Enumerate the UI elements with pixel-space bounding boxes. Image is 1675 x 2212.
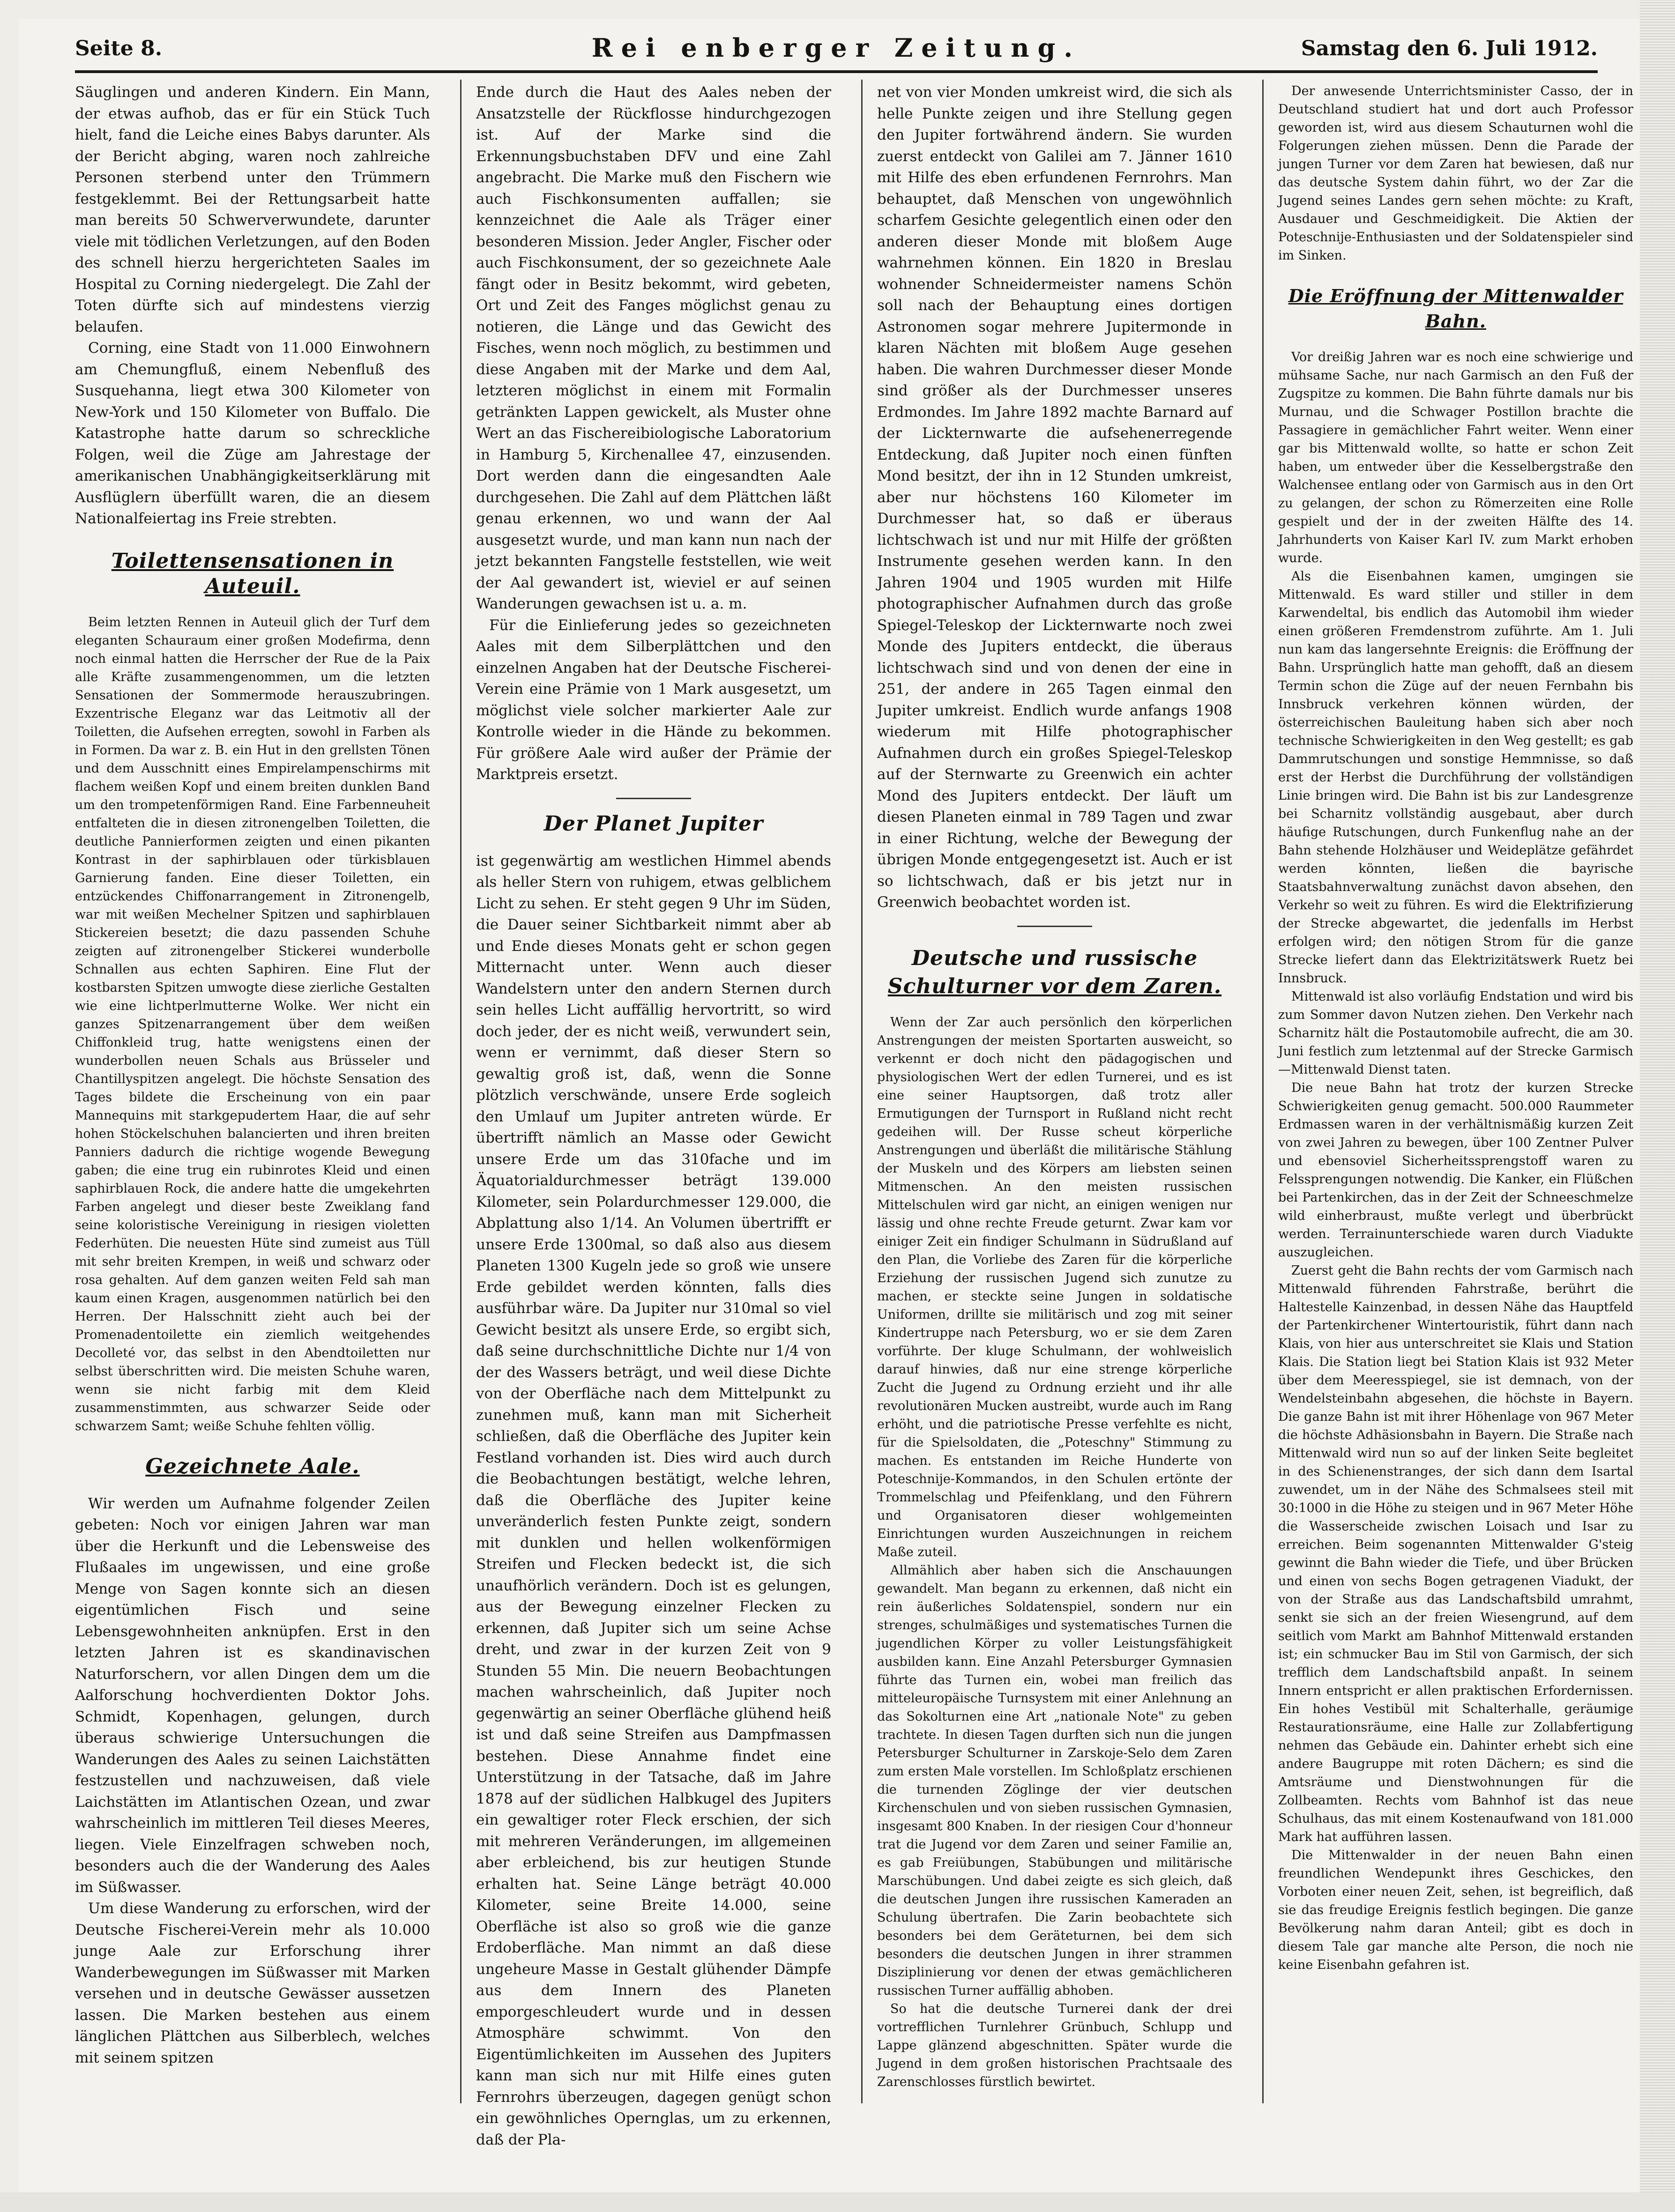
article-heading: Gezeichnete Aale. [145, 1454, 360, 1478]
article-text: Die Mittenwalder in der neuen Bahn einen freundlichen Wendepunkt ihres Geschickes, den Vorboten einer neuen Zeit, sehen, ist begreiflich, daß sie das freudige Ereignis festlich begingen. Die ganze Bevölkerung nahm daran Anteil; gibt es doch in diesem Tale gar manche alte Person, die noch nie keine Eisenbahn gefahren ist. [1278, 1848, 1633, 1972]
article-text: Mittenwald ist also vorläufig Endstation und wird bis zum Sommer davon Nutzen ziehen. Den Verkehr nach Scharnitz hält die Postautomobile aufrecht, die am 30. Juni festlich zum letztenmal auf der Strecke Garmisch—Mittenwald Dienst taten. [1278, 989, 1633, 1077]
section-separator [616, 798, 691, 799]
article-text: Zuerst geht die Bahn rechts der vom Garmisch nach Mittenwald führenden Fahrstraße, berührt die Haltestelle Kainzenbad, in dessen Nähe das Hauptfeld der Partenkirchener Wintertouristik, führt dann nach Klais, von hier aus unterschreitet sie Klais und Station Klais. Die Station liegt bei Station Klais ist 932 Meter über dem Meeresspiegel, sie ist demnach, von der Wendelsteinbahn abgesehen, die höchste in Bayern. Die ganze Bahn ist mit ihrer Höhenlage von 967 Meter die höchste Adhäsionsbahn in Bayern. Die Straße nach Mittenwald wird nun so auf der linken Seite begleitet in des Schienenstranges, der sich dann dem Isartal zuwendet, um in der Nähe des Schmalsees steil mit 30:1000 in die Höhe zu steigen und in 967 Meter Höhe die Wasserscheide zwischen Loisach und Isar zu erreichen. Beim sogenannten Mittenwalder G'steig gewinnt die Bahn wieder die Tiefe, und über Brücken und einen von sechs Bogen getragenen Viadukt, der von der Straße aus das Landschaftsbild umrahmt, senkt sie sich an der freien Wiesengrund, auf dem seitlich vom Markt am Bahnhof Mittenwald erstanden ist; ein schmucker Bau im Stil von Garmisch, der sich trefflich dem Landschaftsbild anpaßt. In seinem Innern entspricht er allen praktischen Erfordernissen. Ein hohes Vestibül mit Schalterhalle, geräumige Restaurationsräume, eine Halle zur Zollabfertigung nehmen das Gebäude ein. Dahinter erhebt sich eine andere Baugruppe mit roten Dächern; es sind die Amtsräume und Dienstwohnungen für die Zollbeamten. Rechts vom Bahnhof ist das neue Schulhaus, das mit einem Kostenaufwand von 181.000 Mark hat aufführen lassen. [1278, 1263, 1633, 1844]
issue-date: Samstag den 6. Juli 1912. [1301, 37, 1598, 60]
article-heading: Der Planet Jupiter [543, 811, 764, 836]
article-text: Als die Eisenbahnen kamen, umgingen sie Mittenwald. Es ward stiller und stiller in dem Karwendeltal, bis endlich das Automobil ihm wieder einen größeren Fremdenstrom zuführte. Am 1. Juli nun kam das langersehnte Ereignis: die Eröffnung der Bahn. Ursprünglich hatte man gehofft, daß an diesem Termin schon die Züge auf der neuen Fernbahn bis Innsbruck verkehren können würden, der österreichischen Bauleitung haben sich aber noch technische Schwierigkeiten in den Weg gestellt; es gab Dammrutschungen und sonstige Hemmnisse, so daß erst der Herbst die Durchführung der vollständigen Linie bringen wird. Die Bahn ist bis zur Landesgrenze bei Scharnitz vollständig ausgebaut, aber durch häufige Rutschungen, durch Funkenflug nahe an der Bahn stehende Holzhäuser und Weideplätze gefährdet werden könnten, ließen die bayrische Staatsbahnverwaltung zunächst davon absehen, den Verkehr so weit zu führen. Es wird die Elektrifizierung der Strecke abgewartet, die jedenfalls im Herbst erfolgen wird; den nötigen Strom für die ganze Strecke liefert dann das Elektrizitätswerk Ruetz bei Innsbruck. [1278, 569, 1633, 986]
article-heading: Schulturner vor dem Zaren. [887, 974, 1222, 998]
column-1 [75, 82, 430, 2096]
article-text: Für die Einlieferung jedes so gezeichneten Aales mit dem Silberplättchen und den einzelnen Angaben hat der Deutsche Fischerei-Verein eine Prämie von 1 Mark ausgesetzt, um möglichst viele solcher markierter Aale zur Kontrolle wieder in die Hände zu bekommen. Für größere Aale wird außer der Prämie der Marktpreis ersetzt. [476, 616, 831, 783]
page-number: Seite 8. [75, 37, 163, 60]
column-3 [877, 82, 1232, 2096]
article-heading: Deutsche und russische [911, 946, 1198, 970]
article-text: Die neue Bahn hat trotz der kurzen Strecke Schwierigkeiten genug gemacht. 500.000 Raummeter Erdmassen waren in der verhältnismäßig kurzen Zeit von zwei Jahren zu bewegen, über 100 Zentner Pulver und ebensoviel Sicherheitssprengstoff waren zu Felssprengungen notwendig. Die Kanker, ein Flüßchen bei Partenkirchen, das in der Zeit der Schneeschmelze wild einherbraust, mußte verlegt und überbrückt werden. Terrainunterschiede waren durch Viadukte auszugleichen. [1278, 1081, 1633, 1260]
article-heading: Toilettensensationen in Auteuil. [111, 549, 394, 598]
column-divider [1262, 80, 1264, 2103]
article-text: Säuglingen und anderen Kindern. Ein Mann, der etwas aufhob, das er für ein Stück Tuch hielt, fand die Leiche eines Babys darunter. Als der Bericht abging, waren noch zahlreiche Personen sterbend unter den Trümmern festgeklemmt. Bei der Rettungsarbeit hatte man bereits 50 Schwerverwundete, darunter viele mit tödlichen Verletzungen, auf den Boden des schnell hierzu hergerichteten Saales im Hospital zu Corning niedergelegt. Die Zahl der Toten dürfte sich auf mindestens vierzig belaufen. [75, 84, 430, 335]
masthead: Rei enberger Zeitung. [591, 33, 1081, 63]
article-text: Beim letzten Rennen in Auteuil glich der Turf dem eleganten Schauraum einer großen Modefirma, denn noch einmal hatten die Herrscher der Rue de la Paix alle Kräfte zusammengenommen, um die letzten Sensationen der Sommermode herauszubringen. Exzentrische Eleganz war das Leitmotiv all der Toiletten, die Aufsehen erregten, sowohl in Farben als in Formen. Da war z. B. ein Hut in den grellsten Tönen und dem Ausschnitt eines Empirelampenschirms mit flachem weißen Kopf und einem breiten dunklen Band um den trompetenförmigen Rand. Eine Farbenneuheit entfalteten die in diesen zitronengelben Toiletten, die deutliche Pannierformen zeigten und einen pikanten Kontrast in der saphirblauen oder türkisblauen Garnierung fanden. Eine dieser Toiletten, ein entzückendes Chiffonarrangement in Zitronengelb, war mit weißen Mechelner Spitzen und saphirblauen Stickereien besetzt; die dazu passenden Schuhe zeigten auf zitronengelber Stickerei wunderbolle Schnallen aus echten Saphiren. Eine Flut der kostbarsten Spitzen umwogte diese zierliche Gestalten wie eine lichtperlmutterne Wolke. Wer nicht ein ganzes Spitzenarrangement über dem weißen Chiffonkleid trug, hatte wenigstens einen der wunderbollen neuen Schals aus Brüsseler und Chantillyspitzen angelegt. Die höchste Sensation des Tages bildete die Erscheinung von ein paar Mannequins mit starkgepudertem Haar, die auf sehr hohen Stöckelschuhen balancierten und ihren breiten Panniers dadurch die richtige wogende Bewegung gaben; die eine trug ein rubinrotes Kleid und einen saphirblauen Rock, die andere hatte die umgekehrten Farben angelegt und dieser beste Zweiklang fand seine koloristische Vereinigung in riesigen violetten Federhüten. Die neuesten Hüte sind zumeist aus Tüll mit sehr breiten Krempen, in weiß und schwarz oder rosa gehalten. Auf dem ganzen weiten Feld sah man kaum einen Kragen, ausgenommen natürlich bei den Herren. Der Halsschnitt zieht auch bei der Promenadentoilette ein ziemlich weitgehendes Decolleté vor, das selbst in den Abendtoiletten nur selbst überschritten wird. Die meisten Schuhe waren, wenn sie nicht farbig mit dem Kleid zusammenstimmten, aus schwarzer Seide oder schwarzem Samt; weiße Schuhe fehlten völlig. [75, 615, 430, 1433]
article-text: Der anwesende Unterrichtsminister Casso, der in Deutschland studiert hat und dort auch Professor geworden ist, wird aus diesem Schauturnen wohl die Folgerungen ziehen müssen. Denn die Parade der jungen Turner vor dem Zaren hat bewiesen, daß nur das deutsche System dahin führt, wo der Zar die Jugend seines Landes gern sehen möchte: zu Kraft, Ausdauer und Geschmeidigkeit. Die Aktien der Poteschnije-Enthusiasten und der Soldatenspieler sind im Sinken. [1278, 84, 1633, 263]
section-separator [1017, 926, 1092, 927]
page-edge [1640, 0, 1675, 2212]
article-text: Wenn der Zar auch persönlich den körperlichen Anstrengungen der meisten Sportarten ausweicht, so verkennt er doch nicht den pädagogischen und physiologischen Wert der edlen Turnerei, und es ist eine seiner Hauptsorgen, daß trotz aller Ermutigungen der Turnsport in Rußland nicht recht gedeihen will. Der Russe scheut körperliche Anstrengungen und überläßt die militärische Stählung der Muskeln und des Körpers am liebsten seinen Mitmenschen. An den meisten russischen Mittelschulen wird gar nicht, an einigen wenigen nur lässig und ohne rechte Freude geturnt. Zwar kam vor einiger Zeit ein findiger Schulmann in Südrußland auf den Plan, die Vorliebe des Zaren für die körperliche Erziehung der russischen Jugend sich zunutze zu machen, er steckte seine Jungen in soldatische Uniformen, drillte sie militärisch und zog mit seiner Kindertruppe nach Petersburg, wo er sie dem Zaren vorführte. Der kluge Schulmann, der wohlweislich darauf hinwies, daß nur eine strenge körperliche Zucht die Jugend zu Ordnung erzieht und ihr alle revolutionären Mucken austreibt, wurde auch im Rang erhöht, und die patriotische Presse verfehlte es nicht, für die Spielsoldaten, die „Poteschny" Stimmung zu machen. Es entstanden im Reiche Hunderte von Poteschnije-Kommandos, in den Schulen ertönte der Trommelschlag und Pfeifenklang, und den Führern und Organisatoren dieser wohlgemeinten Einrichtungen wurden Auszeichnungen in reichem Maße zuteil. [877, 1015, 1232, 1559]
article-text: Ende durch die Haut des Aales neben der Ansatzstelle der Rückflosse hindurchgezogen ist. Auf der Marke sind die Erkennungsbuchstaben DFV und eine Zahl angebracht. Die Marke muß den Fischern wie auch Fischkonsumenten auffallen; sie kennzeichnet die Aale als Träger einer besonderen Mission. Jeder Angler, Fischer oder auch Fischkonsument, der so gezeichnete Aale fängt oder in Besitz bekommt, wird gebeten, Ort und Zeit des Fanges möglichst genau zu notieren, die Länge und das Gewicht des Fisches, wenn noch möglich, zu bestimmen und diese Angaben mit der Marke und dem Aal, letzteren möglichst in einem mit Formalin getränkten Lappen gewickelt, als Muster ohne Wert an das Fischereibiologische Laboratorium in Hamburg 5, Kirchenallee 47, einzusenden. Dort werden dann die eingesandten Aale durchgesehen. Die Zahl auf dem Plättchen läßt genau erkennen, wo und wann der Aal ausgesetzt wurde, und man kann nun nach der jetzt bekannten Fangstelle feststellen, wie weit der Aal gewandert ist, wieviel er auf seinen Wanderungen gewachsen ist u. a. m. [476, 84, 831, 612]
column-4 [1278, 82, 1633, 2096]
article-text: net von vier Monden umkreist wird, die sich als helle Punkte zeigen und ihre Stellung gegen den Jupiter fortwährend ändern. Sie wurden zuerst entdeckt von Galilei am 7. Jänner 1610 mit Hilfe des eben erfundenen Fernrohrs. Man behauptet, daß Menschen von ungewöhnlich scharfem Gesichte gelegentlich einen oder den anderen dieser Monde mit bloßem Auge wahrnehmen können. Ein 1820 in Breslau wohnender Schneidermeister namens Schön soll nach der Behauptung eines dortigen Astronomen sogar mehrere Jupitermonde in klaren Nächten mit bloßem Auge gesehen haben. Die wahren Durchmesser dieser Monde sind größer als der Durchmesser unseres Erdmondes. Im Jahre 1892 machte Barnard auf der Lickternwarte die aufsehenerregende Entdeckung, daß Jupiter noch einen fünften Mond besitzt, der ihn in 12 Stunden umkreist, aber nur höchstens 160 Kilometer im Durchmesser hat, so daß er überaus lichtschwach ist und nur mit Hilfe der größten Instrumente gesehen werden kann. In den Jahren 1904 und 1905 wurden mit Hilfe photographischer Aufnahmen durch das große Spiegel-Teleskop der Lickternwarte noch zwei Monde des Jupiters entdeckt, die überaus lichtschwach sind und von denen der eine in 251, der andere in 265 Tagen einmal den Jupiter umkreist. Endlich wurde anfangs 1908 wiederum mit Hilfe photographischer Aufnahmen durch ein großes Spiegel-Teleskop auf der Sternwarte zu Greenwich ein achter Mond des Jupiters entdeckt. Der läuft um diesen Planeten einmal in 789 Tagen und zwar in einer Richtung, welche der Bewegung der übrigen Monde entgegengesetzt ist. Auch er ist so lichtschwach, daß er bis jetzt nur in Greenwich beobachtet worden ist. [877, 84, 1232, 911]
column-divider [861, 80, 863, 2103]
article-text: ist gegenwärtig am westlichen Himmel abends als heller Stern von ruhigem, etwas gelblichem Licht zu sehen. Er steht gegen 9 Uhr im Süden, die Dauer seiner Sichtbarkeit nimmt aber ab und Ende dieses Monats geht er schon gegen Mitternacht unter. Wenn auch dieser Wandelstern unter den andern Sternen durch sein helles Licht auffällig hervortritt, so wird doch jeder, der es nicht weiß, verwundert sein, wenn er vernimmt, daß dieser Stern so gewaltig groß ist, daß, wenn die Sonne plötzlich verschwände, unsere Erde sogleich den Umlauf um Jupiter antreten würde. Er übertrifft nämlich an Masse oder Gewicht unsere Erde um das 310fache und im Äquatorialdurchmesser beträgt 139.000 Kilometer, sein Polardurchmesser 129.000, die Abplattung also 1/14. An Volumen übertrifft er unsere Erde 1300mal, so daß also aus diesem Planeten 1300 Kugeln jede so groß wie unsere Erde gebildet werden könnten, falls dies ausführbar wäre. Da Jupiter nur 310mal so viel Gewicht besitzt als unsere Erde, so ergibt sich, daß seine durchschnittliche Dichte nur 1/4 von der des Wassers beträgt, und weil diese Dichte von der Oberfläche nach dem Mittelpunkt zu zunehmen muß, kann man mit Sicherheit schließen, daß die Oberfläche des Jupiter kein Festland vorhanden ist. Dies wird auch durch die Beobachtungen bestätigt, welche lehren, daß die Oberfläche des Jupiter keine unveränderlich festen Punkte zeigt, sondern mit dunklen und hellen wolkenförmigen Streifen und Flecken bedeckt ist, die sich unaufhörlich verändern. Doch ist es gelungen, aus der Bewegung einzelner Flecken zu erkennen, daß Jupiter sich um seine Achse dreht, und zwar in der kurzen Zeit von 9 Stunden 55 Min. Die neuern Beobachtungen machen wahrscheinlich, daß Jupiter noch gegenwärtig an seiner Oberfläche glühend heiß ist und daß seine Streifen aus Dampfmassen bestehen. Diese Annahme findet eine Unterstützung in der Tatsache, daß im Jahre 1878 auf der südlichen Halbkugel des Jupiters ein gewaltiger roter Fleck erschien, der sich mit mehreren Veränderungen, im allgemeinen aber erbleichend, bis zur heutigen Stunde erhalten hat. Seine Länge beträgt 40.000 Kilometer, seine Breite 14.000, seine Oberfläche ist also so groß wie die ganze Erdoberfläche. Man nimmt an daß diese ungeheure Masse in Gestalt glühender Dämpfe aus dem Innern des Planeten emporgeschleudert wurde und in dessen Atmosphäre schwimmt. Von den Eigentümlichkeiten im Aussehen des Jupiters kann man sich nur mit Hilfe eines guten Fernrohrs überzeugen, dagegen genügt schon ein gewöhnliches Opernglas, um zu erkennen, daß der Pla- [476, 852, 831, 2148]
article-text: Um diese Wanderung zu erforschen, wird der Deutsche Fischerei-Verein mehr als 10.000 junge Aale zur Erforschung ihrer Wanderbewegungen im Süßwasser mit Marken versehen und in deutsche Gewässer aussetzen lassen. Die Marken bestehen aus einem länglichen Plättchen aus Silberblech, welches mit seinem spitzen [75, 1900, 430, 2066]
article-text: Corning, eine Stadt von 11.000 Einwohnern am Chemungfluß, einem Nebenfluß des Susquehanna, liegt etwa 300 Kilometer von New-York und 150 Kilometer von Buffalo. Die Katastrophe hatte darum so schreckliche Folgen, weil die Züge am Jahrestage der amerikanischen Unabhängigkeitserklärung mit Ausflüglern überfüllt waren, die an diesem Nationalfeiertag ins Freie strebten. [75, 340, 430, 527]
page-header [75, 33, 1598, 66]
article-text: Wir werden um Aufnahme folgender Zeilen gebeten: Noch vor einigen Jahren war man über die Herkunft und die Lebensweise des Flußaales im ungewissen, und eine große Menge von Sagen konnte sich an diesen eigentümlichen Fisch und seine Lebensgewohnheiten anknüpfen. Erst in den letzten Jahren ist es skandinavischen Naturforschern, vor allen Dingen dem um die Aalforschung hochverdienten Doktor Johs. Schmidt, Kopenhagen, gelungen, durch überaus schwierige Untersuchungen die Wanderungen des Aales zu seinen Laichstätten festzustellen und nachzuweisen, daß viele Laichstätten im Atlantischen Ozean, und zwar wahrscheinlich im mittleren Teil dieses Meeres, liegen. Viele Einzelfragen schweben noch, besonders auch die der Wanderung des Aales im Süßwasser. [75, 1495, 430, 1896]
column-divider [460, 80, 462, 2103]
article-heading: Die Eröffnung der Mittenwalder Bahn. [1288, 285, 1623, 332]
page-bottom-edge [0, 2192, 1675, 2212]
header-rule [75, 70, 1598, 73]
article-text: So hat die deutsche Turnerei dank der drei vortrefflichen Turnlehrer Grünbuch, Schlupp und Lappe glänzend abgeschnitten. Später wurde die Jugend in dem großen historischen Prachtsaale des Zarenschlosses fürstlich bewirtet. [877, 2001, 1232, 2089]
column-2 [476, 82, 831, 2148]
article-text: Vor dreißig Jahren war es noch eine schwierige und mühsame Sache, nur nach Garmisch an den Fuß der Zugspitze zu kommen. Die Bahn führte damals nur bis Murnau, und die Schwager Postillon brachte die Passagiere in gemächlicher Fahrt weiter. Wenn einer gar bis Mittenwald wollte, so hatte er schon Zeit haben, um entweder über die Kesselbergstraße den Walchensee entlang oder von Garmisch aus in den Ort zu gelangen, der schon zu Römerzeiten eine Rolle gespielt und der in der zweiten Hälfte des 14. Jahrhunderts von Kaiser Karl IV. zum Markt erhoben wurde. [1278, 350, 1633, 565]
article-text: Allmählich aber haben sich die Anschauungen gewandelt. Man begann zu erkennen, daß nicht ein rein äußerliches Soldatenspiel, sondern nur ein strenges, schulmäßiges und systematisches Turnen die jugendlichen Körper zu voller Leistungsfähigkeit ausbilden kann. Eine Anzahl Petersburger Gymnasien führte das Turnen ein, wobei man freilich das mitteleuropäische Turnsystem mit einer Anlehnung an das Sokolturnen eine Art „nationale Note" zu geben trachtete. In diesen Tagen durften sich nun die jungen Petersburger Schulturner in Zarskoje-Selo dem Zaren zum ersten Male vorstellen. Im Schloßplatz erschienen die turnenden Zöglinge der vier deutschen Kirchenschulen und von sieben russischen Gymnasien, insgesamt 800 Knaben. In der riesigen Cour d'honneur trat die Jugend vor dem Zaren und seiner Familie an, es gab Freiübungen, Stabübungen und militärische Marschübungen. Und dabei zeigte es sich gleich, daß die deutschen Jungen ihre russischen Kameraden an Schulung übertrafen. Die Zarin beobachtete sich besonders bei dem Geräteturnen, bei dem sich besonders die deutschen Jungen in ihrer strammen Disziplinierung vor denen der etwas gemächlicheren russischen Turner auffällig abhoben. [877, 1563, 1232, 1998]
